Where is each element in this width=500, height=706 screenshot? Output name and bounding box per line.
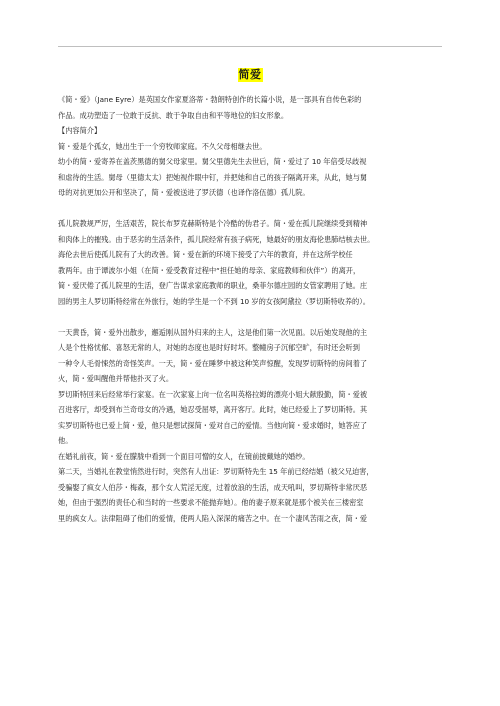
text-line: 孤儿院教规严厉，生活艰苦，院长布罗克赫斯特是个冷酷的伪君子。简・爱在孤儿院继续受到精神 [58, 219, 368, 228]
text-line: 和肉体上的摧残。由于恶劣的生活条件，孤儿院经常有孩子病死，她最好的朋友海伦患肺结核去世。 [58, 234, 375, 244]
text-line: 简・爱厌倦了孤儿院里的生活，登广告谋求家庭教师的职业，桑菲尔德庄园的女管家聘用了她。庄 [58, 281, 368, 290]
title-block [0, 66, 500, 82]
text-line: 受骗娶了疯女人伯莎・梅森，那个女人荒淫无度，过着放浪的生活，成天吼叫，罗切斯特非常厌恶 [58, 482, 368, 492]
page-title: 简爱 [238, 68, 262, 81]
text-line: 他。 [58, 436, 73, 445]
section-heading: 【内容简介】 [58, 126, 102, 135]
text-line: 实罗切斯特也已爱上简・爱，他只是想试探简・爱对自己的爱情。当他向简・爱求婚时，她答应了 [58, 420, 368, 430]
text-line: 火，简・爱叫醒他并帮他扑灭了火。 [58, 374, 174, 383]
text-line: 简・爱是个孤女，她出生于一个穷牧师家庭。不久父母相继去世。 [58, 141, 267, 151]
text-line: 作品。成功塑造了一位敢于反抗、敢于争取自由和平等地位的妇女形象。 [58, 110, 289, 120]
text-line: 母的对抗更加公开和坚决了，简・爱被送进了罗沃德（也译作洛伍德）孤儿院。 [58, 188, 310, 197]
text-line: 召进客厅，却受到布兰奇母女的冷遇，她忍受屈辱，离开客厅。此时，她已经爱上了罗切斯特。其 [58, 405, 368, 414]
text-line: 罗切斯特回来后经常举行家宴。在一次家宴上向一位名叫英格拉姆的漂亮小姐大献殷勤，简・爱被 [58, 389, 368, 399]
text-line: 《简・爱》（Jane Eyre）是英国女作家夏洛蒂・勃朗特创作的长篇小说，是一部具有自传色彩的 [58, 95, 362, 104]
text-line: 幼小的简・爱寄养在盖茨黑德的舅父母家里。舅父里德先生去世后，简・爱过了 10 年倍受尽歧视 [58, 157, 367, 166]
text-line: 第二天，当婚礼在教堂悄然进行时，突然有人出证：罗切斯特先生 15 年前已经结婚（被父兄迫害， [58, 467, 374, 476]
text-line: 人是个性格忧郁、喜怒无常的人，对她的态度也是时好时坏。整幢房子沉郁空旷，有时还会听到 [58, 343, 360, 352]
text-line: 园的男主人罗切斯特经常在外旅行，她的学生是一个不到 10 岁的女孩阿黛拉（罗切斯特收养的）。 [58, 296, 370, 306]
text-line: 海伦去世后使孤儿院有了大的改善。简・爱在新的环境下接受了六年的教育，并在这所学校任 [58, 250, 353, 259]
text-line: 一种令人毛骨悚然的奇怪笑声。一天，简・爱在睡梦中被这种笑声惊醒，发现罗切斯特的房间着了 [58, 358, 368, 368]
text-line: 她，但由于强烈的责任心和当时的一些要求不能抛弃她）。他的妻子原来就是那个被关在三楼密室 [58, 498, 364, 507]
text-line: 和虐待的生活。舅母（里德太太）把她视作眼中钉，并把她和自己的孩子隔离开来，从此，她与舅 [58, 172, 368, 182]
paragraph-gap [58, 309, 446, 325]
text-line: 里的疯女人。法律阻碍了他们的爱情，使两人陷入深深的痛苦之中。在一个凄风苦雨之夜，简・爱 [58, 513, 368, 523]
paragraph-gap [58, 201, 446, 217]
text-line: 一天黄昏，简・爱外出散步，邂逅刚从国外归来的主人，这是他们第一次见面。以后她发现他的主 [58, 327, 368, 337]
header-rule [58, 46, 442, 47]
text-line: 在婚礼前夜，简・爱在朦胧中看到一个面目可憎的女人，在镜前披戴她的婚纱。 [58, 451, 310, 461]
text-line: 教两年。由于谭波尔小姐（在简・爱受教育过程中“担任她的母亲、家庭教师和伙伴”）的离开， [58, 265, 361, 275]
body-text [58, 92, 446, 526]
